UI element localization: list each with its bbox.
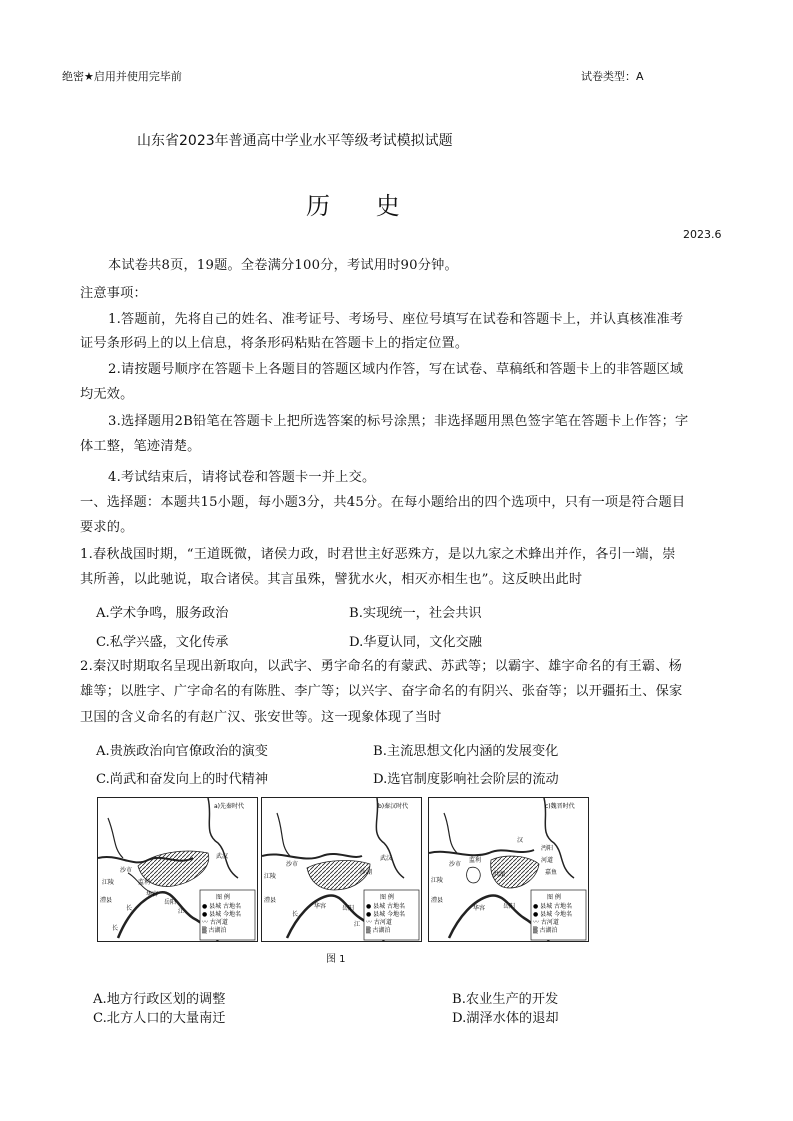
- figure-caption: 图 1: [326, 954, 346, 965]
- legend-item-b-4: ▒ 古湖泊: [366, 927, 391, 934]
- map-a-place-7: 岳阳: [164, 899, 177, 906]
- q2-stem-line-1: 2.秦汉时期取名呈现出新取向，以武字、勇字命名的有蒙武、苏武等；以霸字、雄字命名的有王霸、杨: [80, 659, 683, 674]
- map-a-place-6: 江: [178, 908, 185, 915]
- legend-item-a-2: ● 县城 今地名: [202, 911, 242, 918]
- map-b-place-7: 岳阳: [342, 905, 355, 912]
- q1-stem-line-1: 1.春秋战国时期，“王道既微，诸侯力政，时君世主好恶殊方，是以九家之术蜂出并作，各引一端，崇: [80, 547, 676, 562]
- map-c-place-4: 江陵: [431, 877, 444, 884]
- q2-stem-line-2: 雄等；以胜字、广字命名的有陈胜、李广等；以兴字、奋字命名的有阴兴、张奋等；以开疆拓土、保家: [80, 684, 683, 699]
- map-c-place-9: 洪湖: [493, 871, 506, 878]
- q1-option-a: A.学术争鸣，服务政治: [96, 606, 229, 621]
- legend-item-c-3: 〰 古河道: [533, 919, 559, 926]
- q2-option-c: C.尚武和奋发向上的时代精神: [96, 772, 269, 787]
- legend-item-c-1: ● 县城 古地名: [533, 903, 573, 910]
- notice-label: 注意事项：: [80, 286, 147, 301]
- map-c-title: c)魏晋时代: [545, 803, 575, 810]
- map-b-place-8: 长: [292, 911, 299, 918]
- section-1-heading-cont: 要求的。: [80, 520, 134, 535]
- legend-item-a-4: ▒ 古湖泊: [202, 927, 227, 934]
- map-b-place-9: 江: [354, 921, 361, 928]
- map-qin-han: [261, 797, 422, 942]
- legend-item-a-1: ● 县城 古地名: [202, 903, 242, 910]
- map-b-place-2: 沙市: [286, 861, 299, 868]
- map-a-place-10: 长: [112, 925, 119, 932]
- legend-item-b-2: ● 县城 今地名: [366, 911, 406, 918]
- map-pre-qin-drawing: [98, 798, 257, 941]
- map-b-place-5: 澧县: [264, 897, 277, 904]
- map-c-place-5: 监利: [469, 857, 482, 864]
- q2-option-a: A.贵族政治向官僚政治的演变: [96, 744, 268, 759]
- notice-1-line-2: 证号条形码上的以上信息，将条形码粘贴在答题卡上的指定位置。: [80, 336, 469, 351]
- notice-3-line-1: 3.选择题用2B铅笔在答题卡上把所选答案的标号涂黑；非选择题用黑色签字笔在答题卡上作答；字: [108, 414, 689, 429]
- legend-title-b: 图 例: [380, 894, 394, 901]
- map-c-place-11: 嘉鱼: [545, 869, 558, 876]
- map-b-place-1: 武汉: [380, 855, 393, 862]
- legend-item-c-4: ▒ 古湖泊: [533, 927, 558, 934]
- notice-2-line-1: 2.请按题号顺序在答题卡上各题目的答题区域内作答，写在试卷、草稿纸和答题卡上的非答题区域: [108, 362, 684, 377]
- map-a-title: a)先秦时代: [214, 803, 245, 810]
- q2-option-b: B.主流思想文化内涵的发展变化: [373, 744, 559, 759]
- legend-item-c-2: ● 县城 今地名: [533, 911, 573, 918]
- map-b-place-4: 沙湖: [360, 869, 373, 876]
- map-a-place-4: 监利: [138, 879, 151, 886]
- map-pre-qin: [97, 797, 258, 942]
- q3-option-c: C.北方人口的大量南迁: [93, 1011, 226, 1026]
- q3-option-b: B.农业生产的开发: [452, 992, 559, 1007]
- notice-1-line-1: 1.答题前，先将自己的姓名、准考证号、考场号、座位号填写在试卷和答题卡上，并认真核准准考: [108, 312, 684, 327]
- map-c-place-1: 沔阳: [541, 845, 554, 852]
- legend-item-a-3: 〰 古河道: [202, 919, 228, 926]
- notice-3-line-2: 体工整，笔迹清楚。: [80, 439, 201, 454]
- map-c-place-8: 澧县: [431, 897, 444, 904]
- subject-title: 历 史: [306, 192, 400, 220]
- section-1-heading: 一、选择题：本题共15小题，每小题3分，共45分。在每小题给出的四个选项中，只有一项是符合题目: [80, 495, 686, 510]
- exam-title: 山东省2023年普通高中学业水平等级考试模拟试题: [137, 133, 453, 149]
- map-qin-han-drawing: [262, 798, 421, 941]
- legend-item-b-3: 〰 古河道: [366, 919, 392, 926]
- map-b-place-6: 华容: [314, 903, 327, 910]
- q3-option-a: A.地方行政区划的调整: [93, 992, 226, 1007]
- legend-title-a: 图 例: [216, 894, 230, 901]
- map-c-place-10: 河道: [541, 857, 554, 864]
- legend-item-b-1: ● 县城 古地名: [366, 903, 406, 910]
- map-a-place-9: 澧县: [100, 897, 113, 904]
- q3-option-d: D.湖泽水体的退却: [452, 1011, 559, 1026]
- map-a-place-8: 华容: [146, 891, 159, 898]
- map-wei-jin: [428, 797, 589, 942]
- map-wei-jin-drawing: [429, 798, 588, 941]
- q2-option-d: D.选官制度影响社会阶层的流动: [373, 772, 559, 787]
- map-a-place-1: 武汉: [216, 853, 229, 860]
- q1-stem-line-2: 其所善，以此驰说，取合诸侯。其言虽殊，譬犹水火，相灭亦相生也”。这反映出此时: [80, 572, 583, 587]
- q2-stem-line-3: 卫国的含义命名的有赵广汉、张安世等。这一现象体现了当时: [80, 710, 442, 725]
- paper-type-label: 试卷类型：A: [581, 70, 644, 83]
- intro-text: 本试卷共8页，19题。全卷满分100分，考试用时90分钟。: [108, 258, 458, 273]
- q1-option-b: B.实现统一，社会共识: [349, 606, 482, 621]
- legend-title-c: 图 例: [547, 894, 561, 901]
- notice-4-line-1: 4.考试结束后，请将试卷和答题卡一并上交。: [108, 470, 376, 485]
- map-c-place-7: 岳阳: [503, 903, 516, 910]
- q1-option-c: C.私学兴盛，文化传承: [96, 635, 229, 650]
- exam-date: 2023.6: [683, 228, 722, 241]
- q1-option-d: D.华夏认同，文化交融: [349, 635, 482, 650]
- map-a-place-2: 江陵: [102, 879, 115, 886]
- map-c-place-3: 沙市: [449, 861, 462, 868]
- map-a-place-3: 沙市: [120, 867, 133, 874]
- map-b-title: b)秦汉时代: [378, 803, 409, 810]
- map-b-place-3: 江陵: [264, 873, 277, 880]
- notice-2-line-2: 均无效。: [80, 387, 134, 402]
- confidential-label: 绝密★启用并使用完毕前: [62, 70, 182, 83]
- map-c-place-2: 汉: [517, 837, 524, 844]
- map-c-place-6: 华容: [473, 905, 486, 912]
- map-a-place-5: 长: [126, 905, 133, 912]
